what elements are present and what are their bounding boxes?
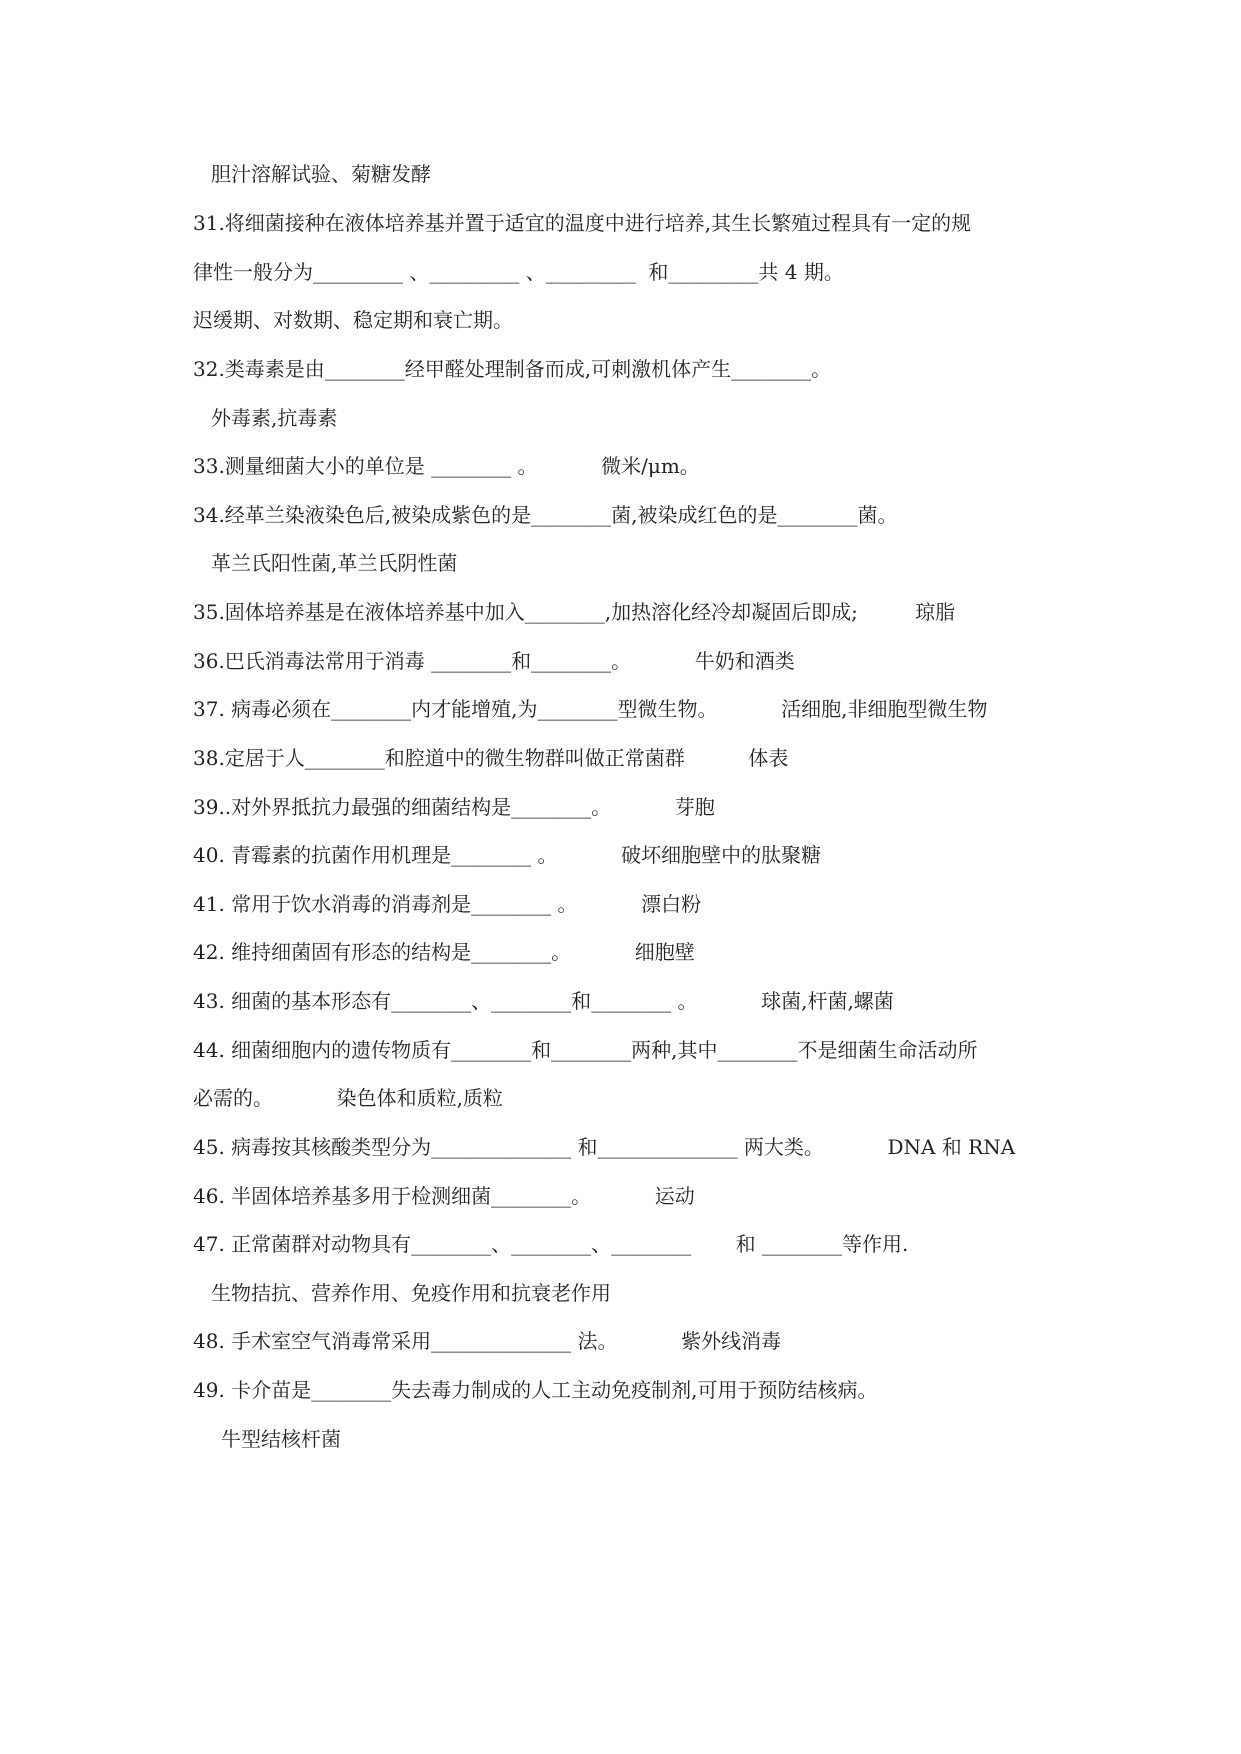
question-45: 45. 病毒按其核酸类型分为______________ 和______________ 两大类。 DNA 和 RNA [193,1135,1016,1159]
question-43: 43. 细菌的基本形态有________、________和________ 。 球菌,杆菌,螺菌 [193,989,894,1013]
question-49: 49. 卡介苗是________失去毒力制成的人工主动免疫制剂,可用于预防结核病。 [193,1378,878,1402]
question-32: 32.类毒素是由________经甲醛处理制备而成,可刺激机体产生________。 [193,357,832,381]
answer-31: 迟缓期、对数期、稳定期和衰亡期。 [193,308,513,332]
answer-30: 胆汁溶解试验、菊糖发酵 [211,162,431,186]
question-35: 35.固体培养基是在液体培养基中加入________,加热溶化经冷却凝固后即成; 琼脂 [193,600,956,624]
answer-32: 外毒素,抗毒素 [211,406,338,430]
question-44-line2: 必需的。 染色体和质粒,质粒 [193,1086,503,1110]
question-47: 47. 正常菌群对动物具有________、________、________ 和 ________等作用. [193,1232,909,1256]
question-48: 48. 手术室空气消毒常采用______________ 法。 紫外线消毒 [193,1329,782,1353]
question-36: 36.巴氏消毒法常用于消毒 ________和________。 牛奶和酒类 [193,649,795,673]
question-37: 37. 病毒必须在________内才能增殖,为________型微生物。 活细胞,非细胞型微生物 [193,697,988,721]
question-34: 34.经革兰染液染色后,被染成紫色的是________菌,被染成红色的是________菌。 [193,503,898,527]
question-38: 38.定居于人________和腔道中的微生物群叫做正常菌群 体表 [193,746,789,770]
question-42: 42. 维持细菌固有形态的结构是________。 细胞壁 [193,940,695,964]
question-39: 39..对外界抵抗力最强的细菌结构是________。 芽胞 [193,795,715,819]
answer-47: 生物拮抗、营养作用、免疫作用和抗衰老作用 [211,1281,611,1305]
question-33: 33.测量细菌大小的单位是 ________ 。 微米/μm。 [193,454,700,478]
question-41: 41. 常用于饮水消毒的消毒剂是________ 。 漂白粉 [193,892,702,916]
answer-34: 革兰氏阳性菌,革兰氏阴性菌 [211,551,458,575]
answer-49: 牛型结核杆菌 [221,1427,341,1451]
question-40: 40. 青霉素的抗菌作用机理是________ 。 破坏细胞壁中的肽聚糖 [193,843,822,867]
question-44-line1: 44. 细菌细胞内的遗传物质有________和________两种,其中________不是细菌生命活动所 [193,1038,978,1062]
question-31-line1: 31.将细菌接种在液体培养基并置于适宜的温度中进行培养,其生长繁殖过程具有一定的规 [193,211,972,235]
question-31-line2: 律性一般分为_________ 、_________ 、_________ 和_________共 4 期。 [193,260,844,284]
question-46: 46. 半固体培养基多用于检测细菌________。 运动 [193,1184,695,1208]
